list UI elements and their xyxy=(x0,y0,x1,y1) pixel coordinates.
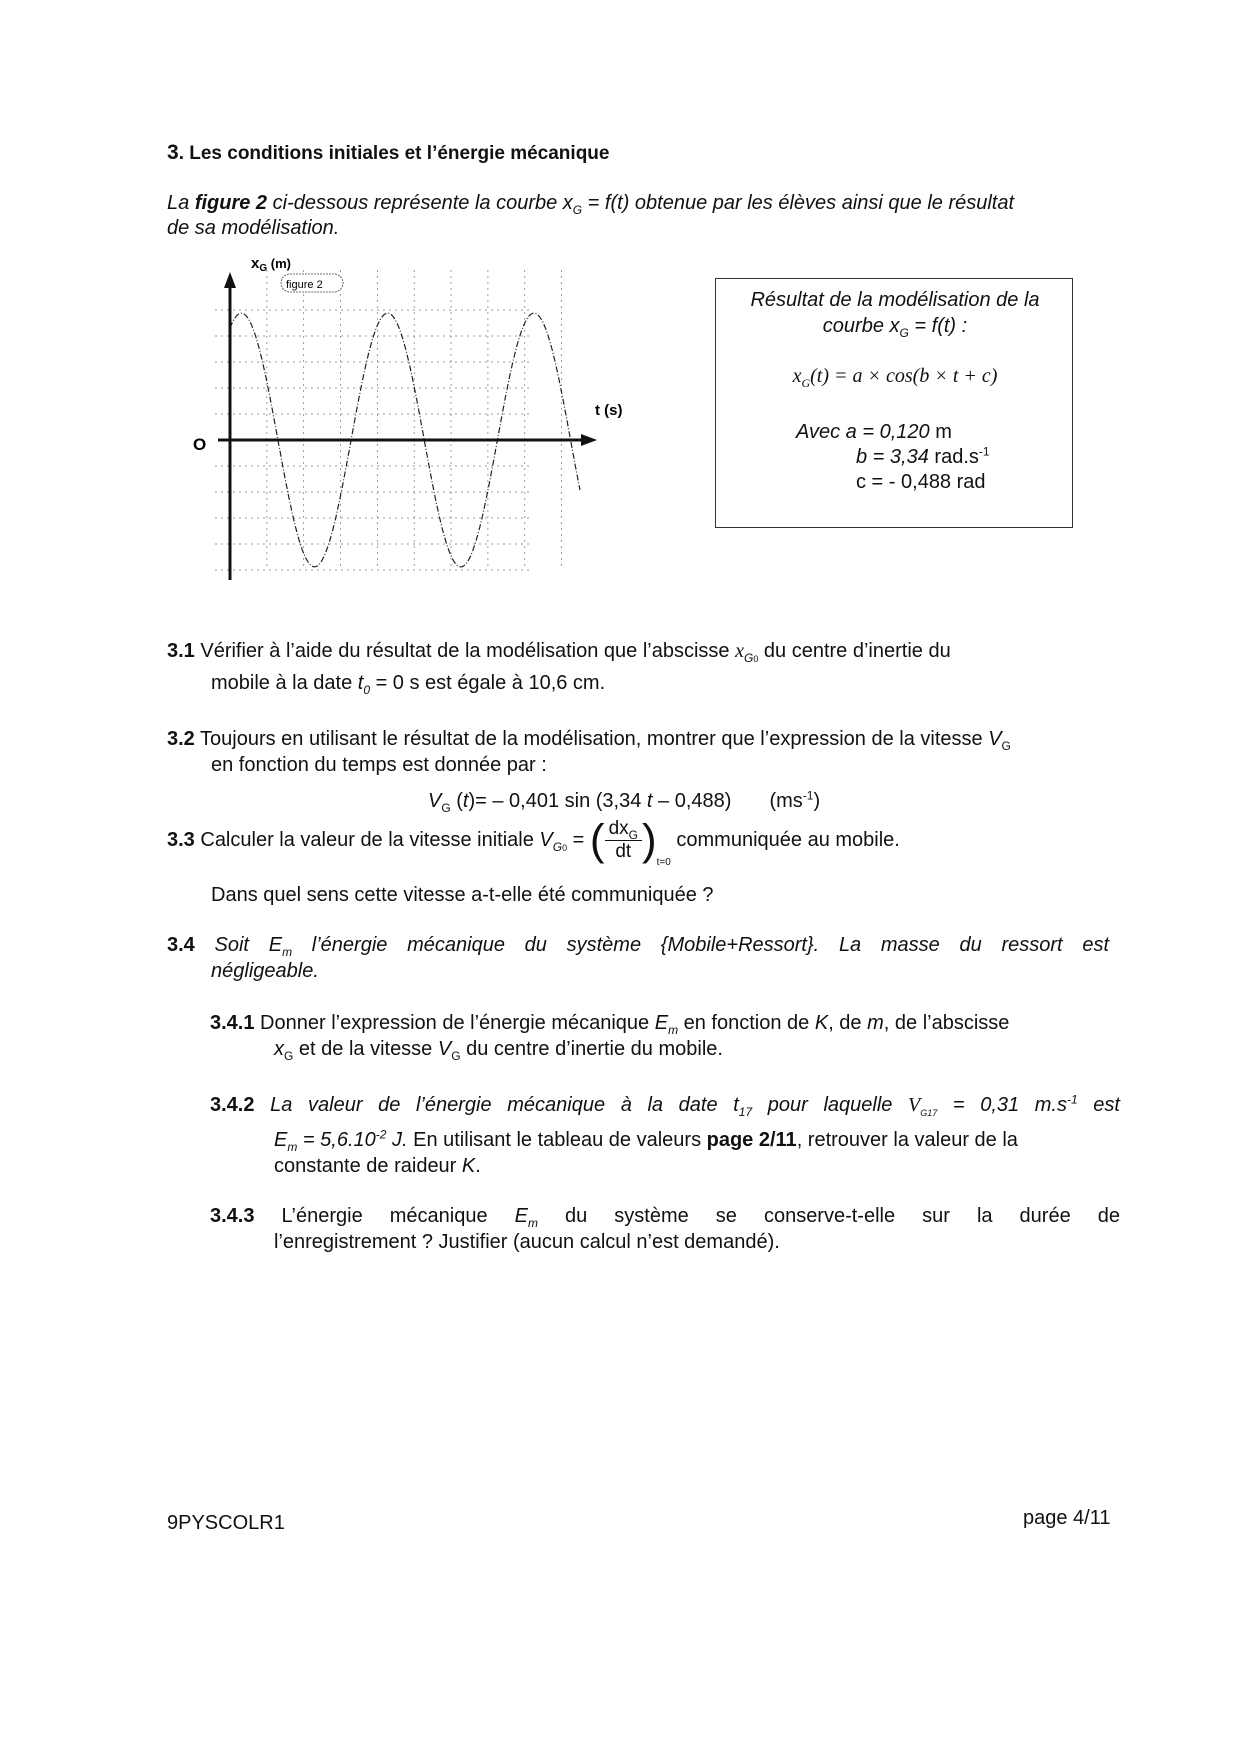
model-c: c = - 0,488 rad xyxy=(856,471,986,493)
footer-page: page 4/11 xyxy=(1023,1507,1111,1529)
question-3-4-line-1: 3.4 Soit $E_m$ l’énergie mécanique du système {Mobile+Ressort}. La masse du ressort est xyxy=(167,934,1110,959)
section-title-text: . Les conditions initiales et l’énergie mécanique xyxy=(178,143,610,164)
model-equation: $x_G(t) = a \times \cos(b \times t + c)$ xyxy=(792,365,998,390)
model-b: b = 3,34 $rad.s^{-1}$ xyxy=(856,444,990,468)
model-title-line-1: Résultat de la modélisation de la xyxy=(750,289,1040,311)
question-3-1-line-1: 3.1 Vérifier à l’aide du résultat de la modélisation que l’abscisse $x_{G0}$ du centre d’inertie du xyxy=(167,640,951,665)
origin-label: O xyxy=(193,435,207,454)
x-axis-arrow xyxy=(581,434,597,446)
question-3-1-line-2: mobile à la date $t_0 = 0$ s est égale à 10,6 cm. xyxy=(211,672,606,697)
model-a: Avec a = 0,120 m xyxy=(796,421,952,443)
question-3-4-3-line-1: 3.4.3 L’énergie mécanique $E_m$ du système se conserve-t-elle sur la durée de xyxy=(210,1205,1120,1230)
section-title xyxy=(167,140,1067,167)
question-3-4-1-line-2: $x_G$ et de la vitesse $V_G$ du centre d’inertie du mobile. xyxy=(274,1038,723,1063)
chart-grid xyxy=(215,270,562,570)
question-3-3-line-1: 3.3 Calculer la valeur de la vitesse initiale $V_{G0}$ = ( $\frac{dx_G}{dt}$ )$_{t=0}$ communiquée au mobile. xyxy=(167,815,900,868)
question-number: 3.1 xyxy=(167,640,195,662)
question-3-2-line-1: 3.2 Toujours en utilisant le résultat de la modélisation, montrer que l’expression de la vitesse $V_G$ xyxy=(167,728,1011,753)
footer-code: 9PYSCOLR1 xyxy=(167,1512,285,1534)
y-axis-arrow xyxy=(224,272,236,288)
y-axis-label: $x_G$ (m) xyxy=(251,255,291,274)
figure-2-chart xyxy=(185,250,645,590)
figure-ref: figure 2 xyxy=(194,192,268,214)
question-3-3-line-2: Dans quel sens cette vitesse a-t-elle été communiquée ? xyxy=(211,884,714,906)
section-number: 3 xyxy=(167,141,179,164)
question-3-4-2-line-2: $E_m = 5,6.10^{-2}$ J. En utilisant le tableau de valeurs page 2/11, retrouver la valeur de la xyxy=(274,1127,1018,1154)
figure-tag: figure 2 xyxy=(286,279,323,291)
model-result-box xyxy=(715,278,1073,528)
question-3-4-2-line-1: 3.4.2 La valeur de l’énergie mécanique à la date $t_{17}$ pour laquelle $V_{G17} = 0,31$ $m.s^{-1}$ est xyxy=(210,1092,1120,1119)
model-title-line-2: courbe $x_G = f(t)$ : xyxy=(822,315,968,340)
question-3-4-1-line-1: 3.4.1 Donner l’expression de l’énergie mécanique $E_m$ en fonction de K, de m, de l’abscisse xyxy=(210,1012,1010,1037)
velocity-formula: $V_G$ (t)= – 0,401 sin (3,34 t – 0,488) $(ms^{-1})$ xyxy=(428,788,821,815)
derivative-fraction: $\frac{dx_G}{dt}$ xyxy=(605,818,642,863)
question-3-2-line-2: en fonction du temps est donnée par : xyxy=(211,754,547,776)
intro-line-1: La figure 2 ci-dessous représente la courbe $x_G = f(t)$ obtenue par les élèves ainsi que le résultat xyxy=(167,192,1015,217)
intro-line-2: de sa modélisation. xyxy=(167,217,340,239)
page-reference: page 2/11 xyxy=(706,1129,797,1151)
question-3-4-3-line-2: l’enregistrement ? Justifier (aucun calcul n’est demandé). xyxy=(274,1231,780,1253)
question-3-4-line-2: négligeable. xyxy=(211,960,319,982)
question-3-4-2-line-3: constante de raideur K. xyxy=(274,1155,481,1177)
x-axis-label: t (s) xyxy=(595,402,623,419)
